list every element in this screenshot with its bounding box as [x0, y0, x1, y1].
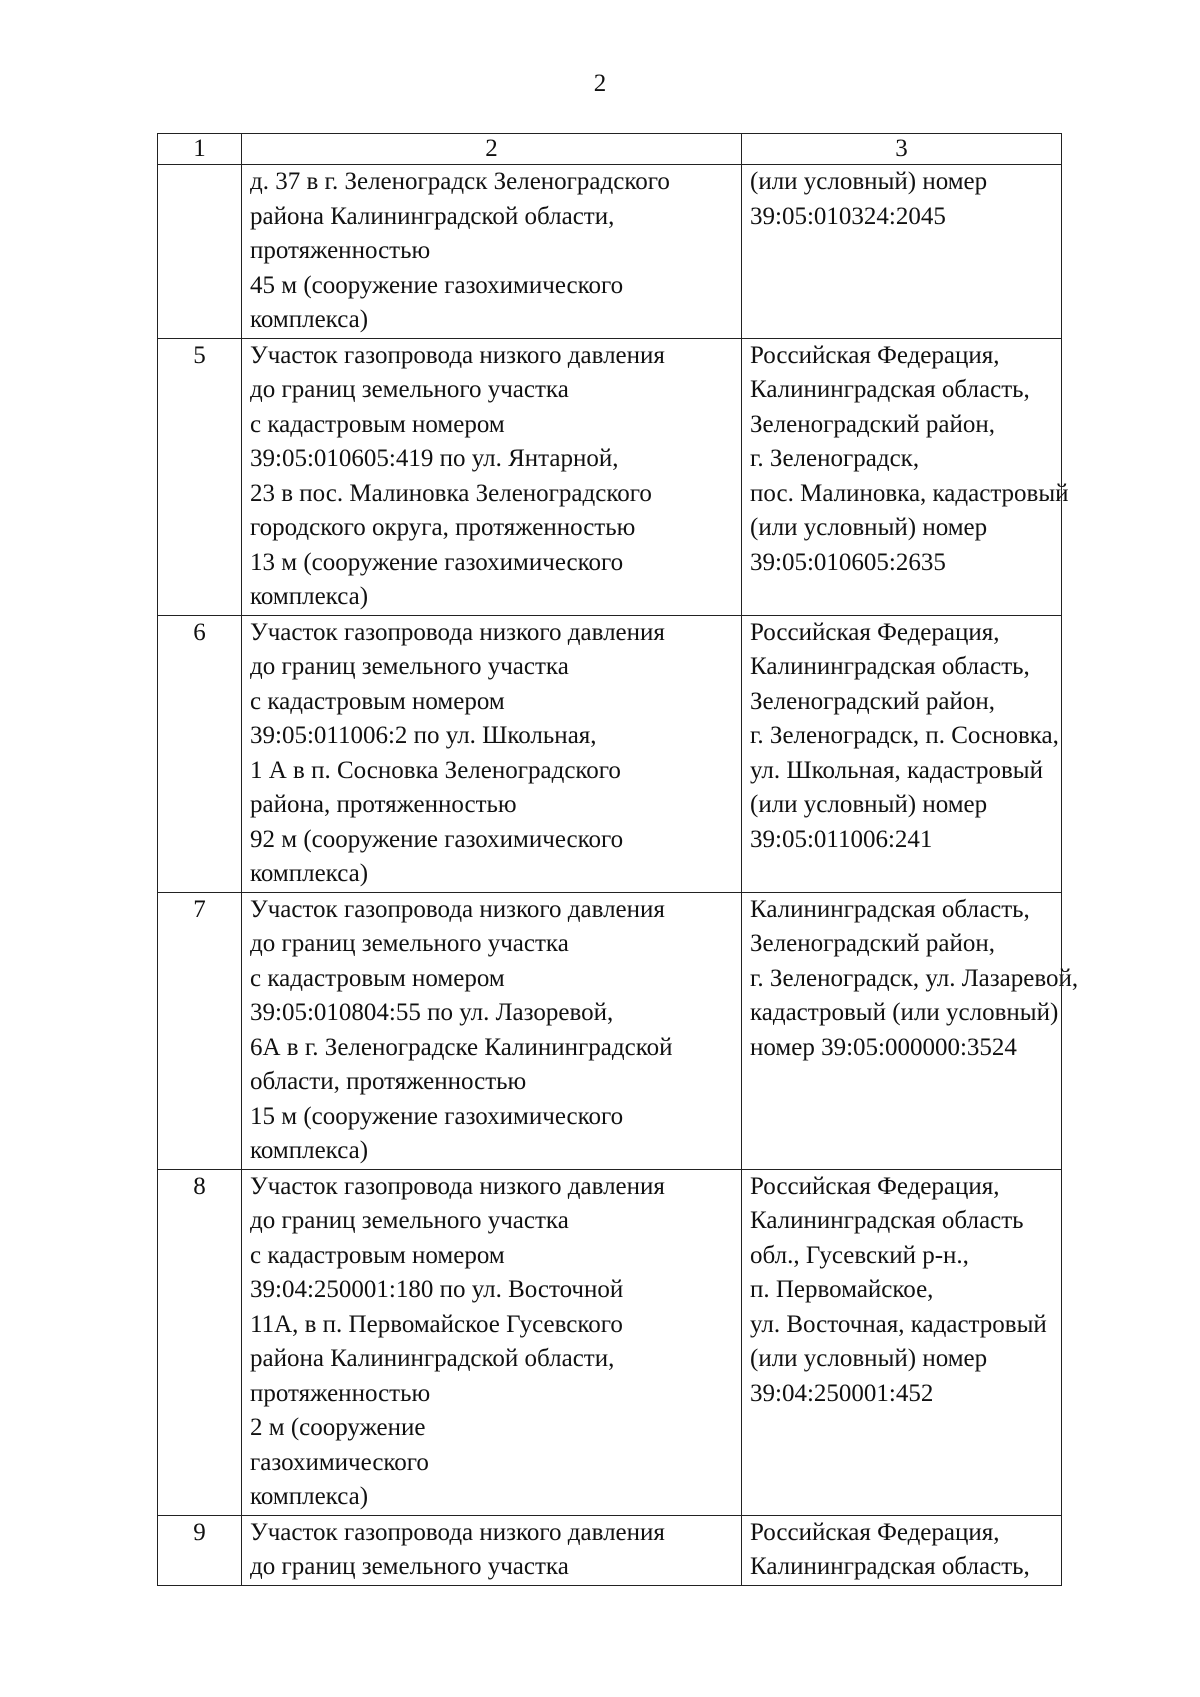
object-description-cell	[242, 165, 742, 339]
row-number: 6	[158, 615, 242, 892]
address-line: Калининградская область,	[750, 653, 1030, 680]
description-line: д. 37 в г. Зеленоградск Зеленоградского	[250, 168, 670, 195]
table-body	[158, 165, 1079, 1586]
page-number: 2	[593, 70, 607, 97]
description-line: до границ земельного участка	[250, 376, 569, 403]
description-line: комплекса)	[250, 583, 369, 610]
row-number	[158, 165, 242, 339]
description-line: Участок газопровода низкого давления	[250, 341, 665, 369]
address-line: 39:05:011006:241	[750, 825, 933, 853]
description-line: 39:05:010605:419 по ул. Янтарной,	[250, 445, 619, 472]
description-line: до границ земельного участка	[250, 1207, 569, 1234]
column-header: 3	[742, 134, 1062, 165]
description-line: газохимического	[250, 1448, 429, 1476]
row-number: 9	[158, 1515, 242, 1585]
address-line: 39:04:250001:452	[750, 1379, 934, 1407]
description-line: до границ земельного участка	[250, 930, 569, 957]
table-row	[158, 892, 1062, 1169]
address-line: г. Зеленоградск, ул. Лазаревой,	[750, 964, 1079, 992]
description-line: комплекса)	[250, 1483, 369, 1510]
address-line: Калининградская область,	[750, 1553, 1030, 1580]
address-line: (или условный) номер	[750, 1345, 988, 1372]
address-cell	[742, 892, 1079, 1169]
description-line: с кадастровым номером	[250, 1241, 505, 1269]
table-row	[158, 338, 1062, 615]
address-cell	[742, 1169, 1062, 1515]
table-row	[158, 1169, 1062, 1515]
description-line: с кадастровым номером	[250, 687, 505, 715]
description-line: 2 м (сооружение	[250, 1414, 426, 1441]
description-line: с кадастровым номером	[250, 410, 505, 438]
address-line: Калининградская область	[750, 1207, 1024, 1234]
table-header-row	[158, 134, 1062, 165]
address-cell	[742, 165, 1062, 339]
object-description-cell	[242, 892, 742, 1169]
column-header: 1	[158, 134, 242, 165]
description-line: комплекса)	[250, 860, 369, 887]
description-line: до границ земельного участка	[250, 653, 569, 680]
description-line: городского округа, протяженностью	[250, 514, 636, 541]
address-cell	[742, 1515, 1062, 1585]
address-line: Российская Федерация,	[750, 1172, 1000, 1200]
address-line: Калининградская область,	[750, 376, 1030, 403]
address-line: Зеленоградский район,	[750, 687, 995, 715]
object-description-cell	[242, 615, 742, 892]
description-line: до границ земельного участка	[250, 1553, 569, 1580]
description-line: 23 в пос. Малиновка Зеленоградского	[250, 479, 652, 507]
description-line: 39:05:010804:55 по ул. Лазоревой,	[250, 999, 614, 1026]
description-line: 11А, в п. Первомайское Гусевского	[250, 1310, 623, 1338]
table-row	[158, 165, 1062, 339]
description-line: протяженностью	[250, 237, 431, 264]
address-line: Российская Федерация,	[750, 618, 1000, 646]
description-line: района Калининградской области,	[250, 1345, 615, 1372]
address-line: ул. Школьная, кадастровый	[750, 756, 1043, 784]
description-line: Участок газопровода низкого давления	[250, 895, 665, 923]
row-number: 7	[158, 892, 242, 1169]
address-line: Зеленоградский район,	[750, 930, 995, 957]
description-line: района, протяженностью	[250, 791, 517, 818]
address-line: кадастровый (или условный)	[750, 999, 1059, 1026]
table-row	[158, 615, 1062, 892]
description-line: 13 м (сооружение газохимического	[250, 548, 624, 576]
description-line: комплекса)	[250, 306, 369, 333]
description-line: области, протяженностью	[250, 1068, 527, 1095]
row-number: 8	[158, 1169, 242, 1515]
description-line: протяженностью	[250, 1379, 431, 1407]
address-line: Зеленоградский район,	[750, 410, 995, 438]
address-line: 39:05:010605:2635	[750, 548, 946, 576]
description-line: Участок газопровода низкого давления	[250, 618, 665, 646]
address-line: г. Зеленоградск,	[750, 445, 920, 472]
address-line: Российская Федерация,	[750, 1518, 1000, 1546]
registry-table	[157, 133, 1079, 1586]
table-row	[158, 1515, 1062, 1585]
address-line: номер 39:05:000000:3524	[750, 1033, 1017, 1061]
description-line: с кадастровым номером	[250, 964, 505, 992]
address-line: Калининградская область,	[750, 895, 1030, 923]
description-line: 15 м (сооружение газохимического	[250, 1102, 624, 1130]
address-line: (или условный) номер	[750, 168, 988, 195]
address-line: г. Зеленоградск, п. Сосновка,	[750, 722, 1059, 749]
address-line: обл., Гусевский р-н.,	[750, 1241, 969, 1269]
address-line: п. Первомайское,	[750, 1276, 934, 1303]
object-description-cell	[242, 1169, 742, 1515]
address-line: пос. Малиновка, кадастровый	[750, 479, 1069, 507]
address-cell	[742, 615, 1062, 892]
address-cell	[742, 338, 1069, 615]
description-line: Участок газопровода низкого давления	[250, 1518, 665, 1546]
address-line: (или условный) номер	[750, 514, 988, 541]
description-line: 1 А в п. Сосновка Зеленоградского	[250, 756, 621, 784]
address-line: ул. Восточная, кадастровый	[750, 1310, 1047, 1338]
description-line: Участок газопровода низкого давления	[250, 1172, 665, 1200]
row-number: 5	[158, 338, 242, 615]
address-line: Российская Федерация,	[750, 341, 1000, 369]
object-description-cell	[242, 1515, 742, 1585]
description-line: района Калининградской области,	[250, 202, 615, 230]
address-line: 39:05:010324:2045	[750, 202, 946, 230]
description-line: 39:05:011006:2 по ул. Школьная,	[250, 722, 597, 749]
description-line: 45 м (сооружение газохимического	[250, 271, 624, 299]
object-description-cell	[242, 338, 742, 615]
description-line: 6А в г. Зеленоградске Калининградской	[250, 1033, 673, 1061]
description-line: 92 м (сооружение газохимического	[250, 825, 624, 853]
address-line: (или условный) номер	[750, 791, 988, 818]
description-line: 39:04:250001:180 по ул. Восточной	[250, 1276, 624, 1303]
column-header: 2	[242, 134, 742, 165]
description-line: комплекса)	[250, 1137, 369, 1164]
